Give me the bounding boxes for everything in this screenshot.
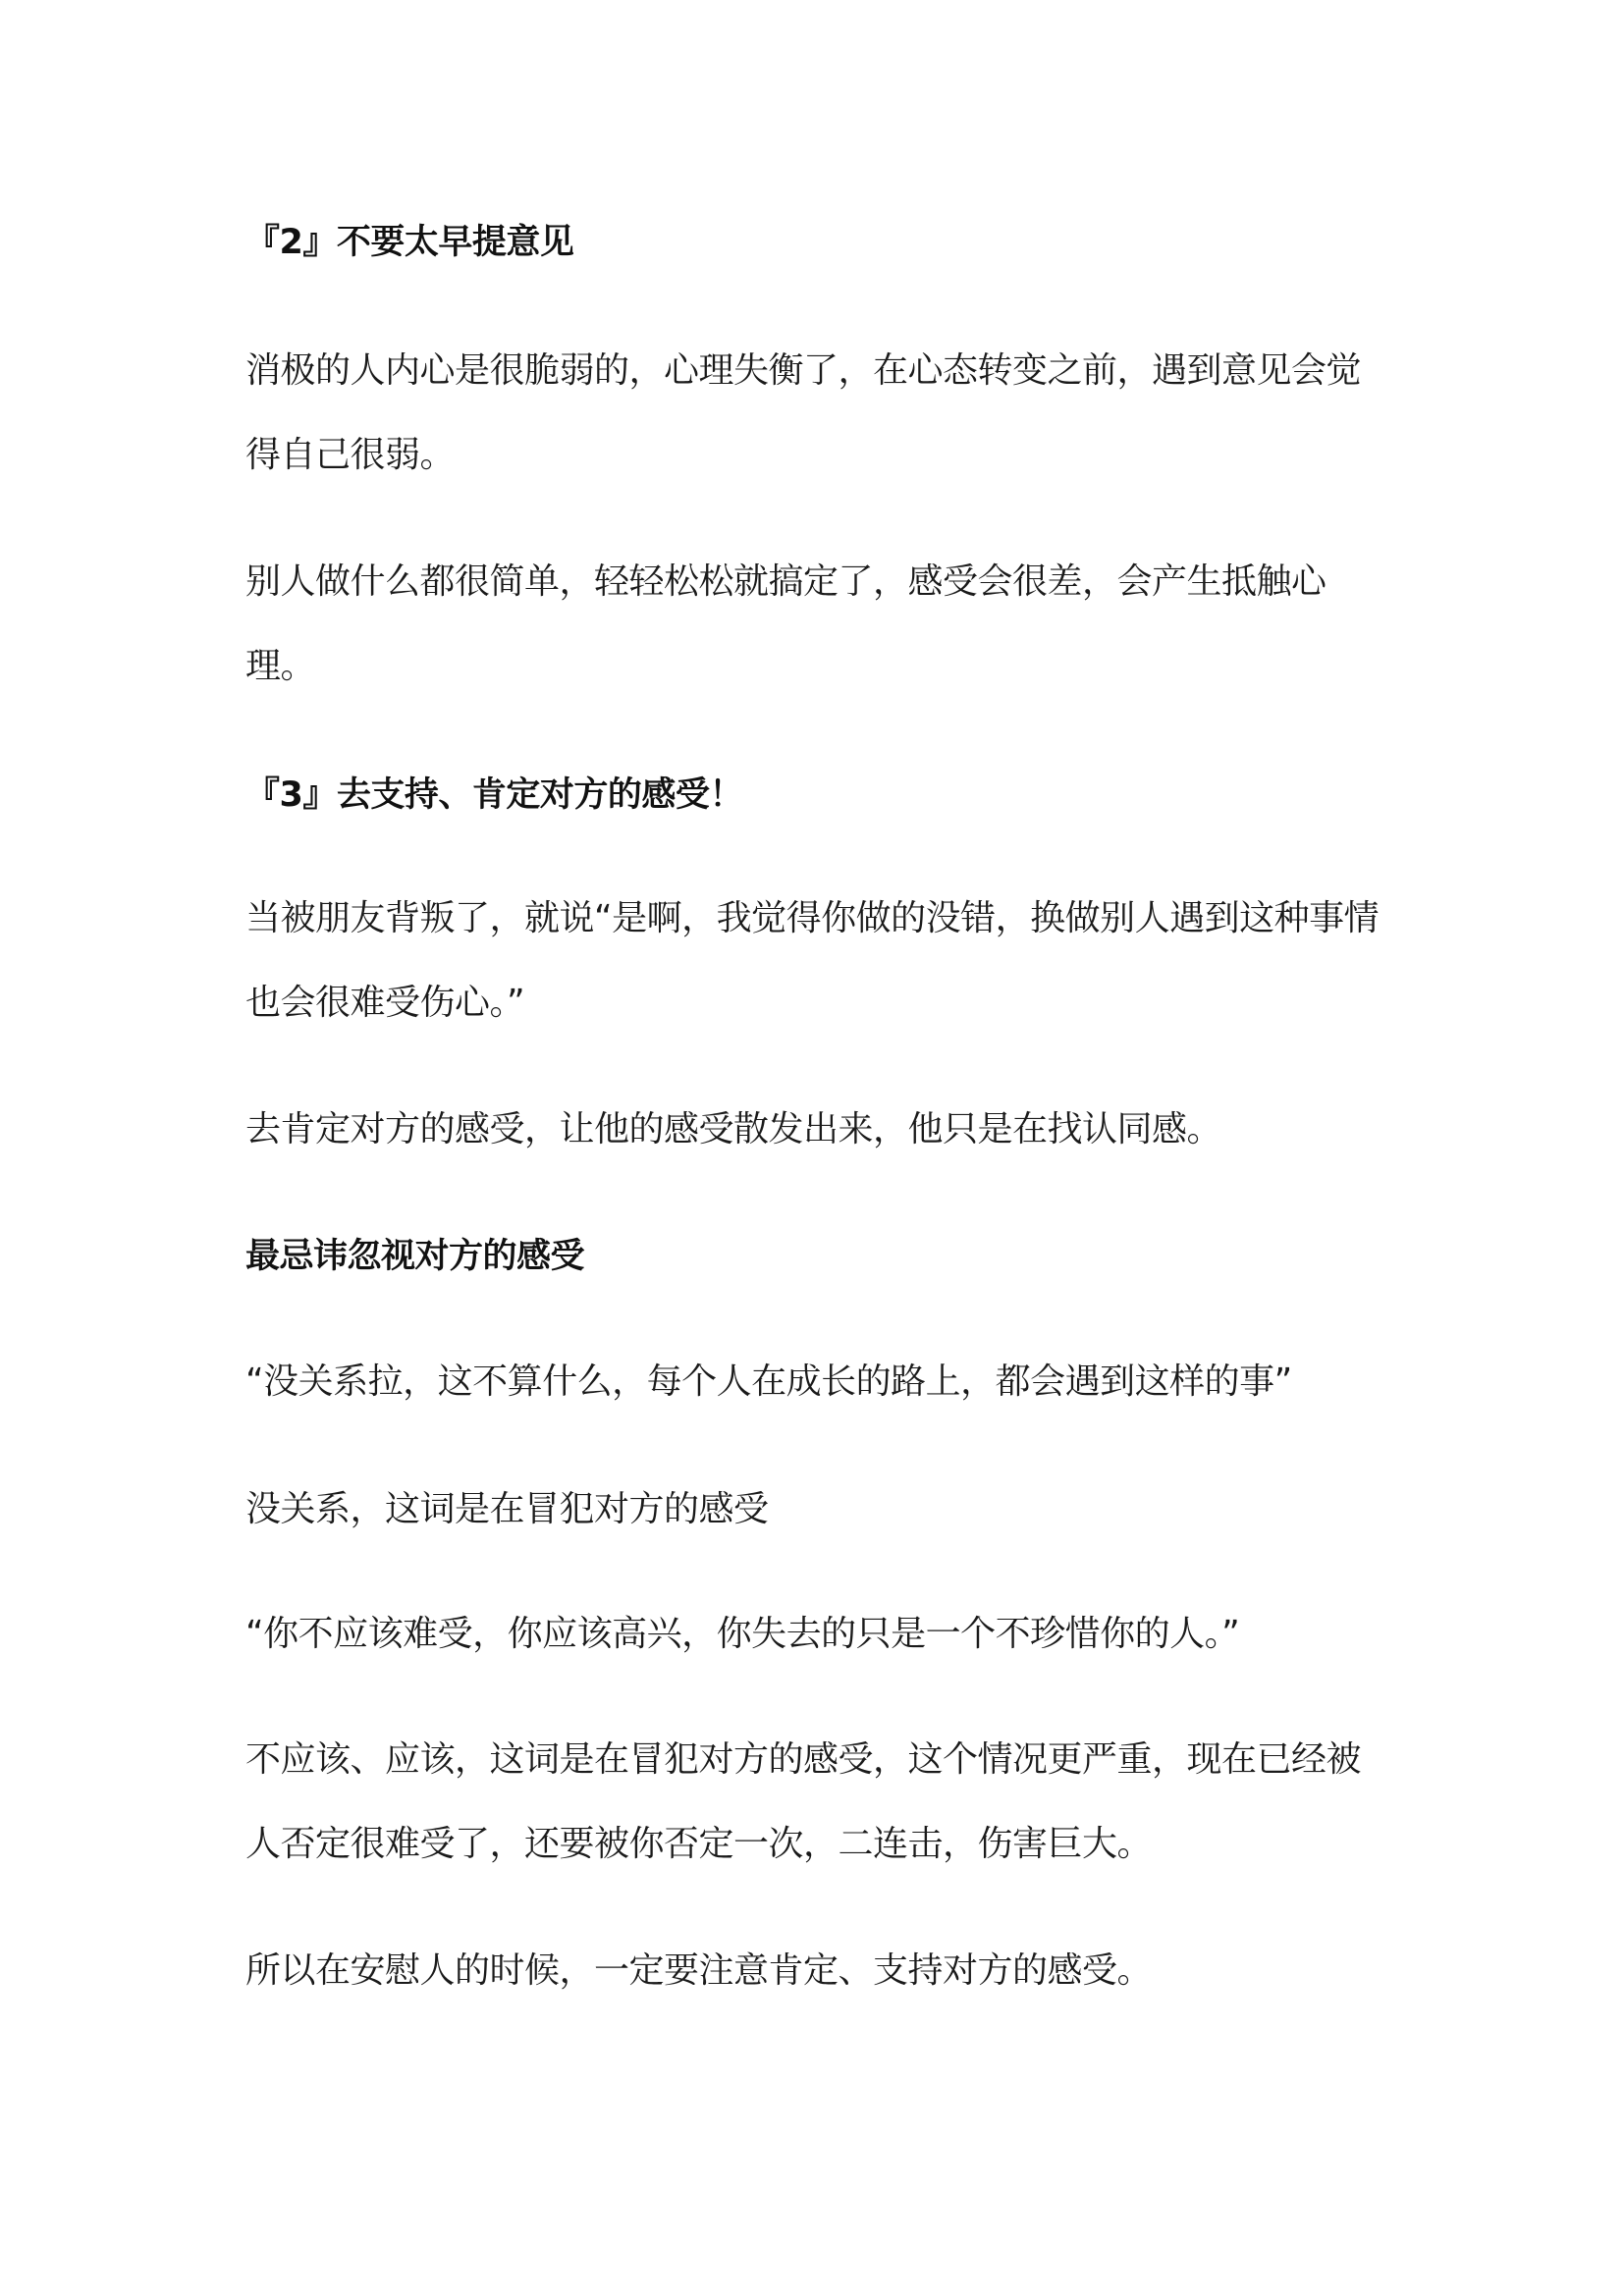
- paragraph: 当被朋友背叛了，就说“是啊，我觉得你做的没错，换做别人遇到这种事情也会很难受伤心。”: [245, 898, 1380, 1023]
- quote-paragraph: “你不应该难受，你应该高兴，你失去的只是一个不珍惜你的人。”: [245, 1614, 1240, 1654]
- paragraph: 没关系，这词是在冒犯对方的感受: [245, 1489, 769, 1529]
- paragraph: 消极的人内心是很脆弱的，心理失衡了，在心态转变之前，遇到意见会觉得自己很弱。: [245, 350, 1362, 475]
- section-heading-2: 『2』不要太早提意见: [245, 223, 574, 262]
- paragraph: 去肯定对方的感受，让他的感受散发出来，他只是在找认同感。: [245, 1109, 1222, 1149]
- paragraph: 所以在安慰人的时候，一定要注意肯定、支持对方的感受。: [245, 1950, 1153, 1991]
- section-heading-3: 『3』去支持、肯定对方的感受！: [245, 775, 743, 815]
- paragraph: 不应该、应该，这词是在冒犯对方的感受，这个情况更严重，现在已经被人否定很难受了，还要被你否定一次，二连击，伤害巨大。: [245, 1739, 1362, 1864]
- quote-paragraph: “没关系拉，这不算什么，每个人在成长的路上，都会遇到这样的事”: [245, 1362, 1292, 1402]
- paragraph: 别人做什么都很简单，轻轻松松就搞定了，感受会很差，会产生抵触心理。: [245, 561, 1326, 686]
- section-heading-avoid: 最忌讳忽视对方的感受: [245, 1237, 585, 1276]
